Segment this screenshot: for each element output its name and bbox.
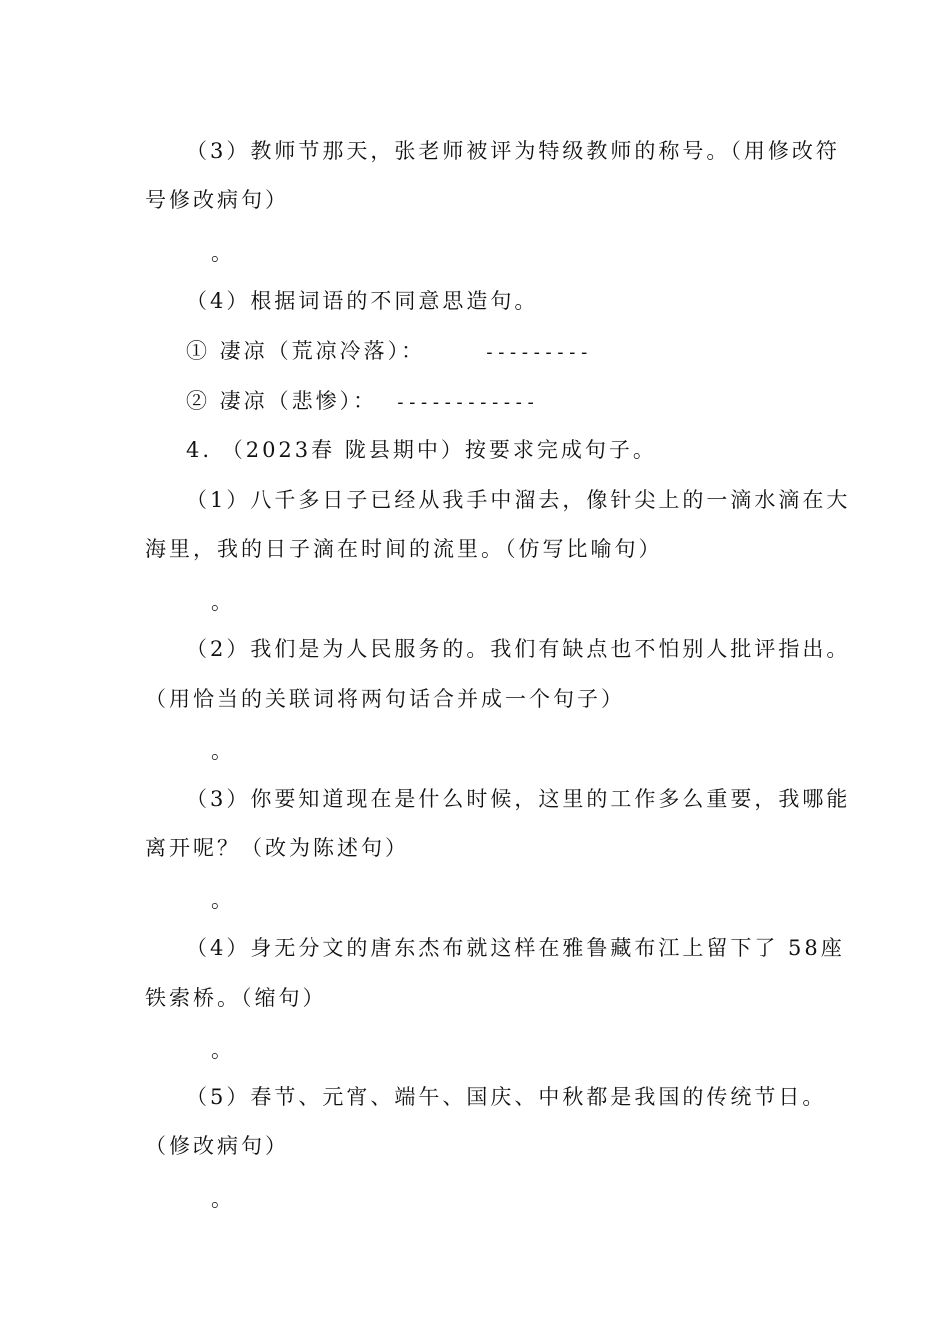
q4-5-answer-end: 。 bbox=[211, 1187, 235, 1211]
q4-2-line1: （2）我们是为人民服务的。我们有缺点也不怕别人批评指出。 bbox=[186, 637, 851, 661]
q4-5-line2: （修改病句） bbox=[145, 1134, 289, 1158]
q4-3-line2: 离开呢？（改为陈述句） bbox=[145, 836, 409, 860]
q4-1-answer-end: 。 bbox=[211, 590, 235, 614]
q4-1-line2: 海里，我的日子滴在时间的流里。（仿写比喻句） bbox=[145, 537, 663, 561]
q3-4-item1-blank[interactable] bbox=[484, 338, 591, 366]
q4-2-line2: （用恰当的关联词将两句话合并成一个句子） bbox=[145, 687, 625, 711]
q3-4-item2-label: ② 凄凉（悲惨）： bbox=[186, 389, 378, 413]
q4-4-line1: （4）身无分文的唐东杰布就这样在雅鲁藏布江上留下了 58座 bbox=[186, 936, 845, 960]
q3-3-line2: 号修改病句） bbox=[145, 188, 289, 212]
q3-4-prompt: （4）根据词语的不同意思造句。 bbox=[186, 289, 539, 313]
q3-3-line1: （3）教师节那天，张老师被评为特级教师的称号。（用修改符 bbox=[186, 139, 840, 163]
answer-blank[interactable]: ------------ bbox=[395, 392, 538, 413]
q4-3-answer-end: 。 bbox=[211, 888, 235, 912]
q4-2-answer-end: 。 bbox=[211, 739, 235, 763]
q3-3-answer-end: 。 bbox=[211, 241, 235, 265]
q3-4-item2-blank[interactable] bbox=[395, 388, 537, 416]
q4-3-line1: （3）你要知道现在是什么时候，这里的工作多么重要，我哪能 bbox=[186, 787, 851, 811]
answer-blank[interactable]: --------- bbox=[484, 342, 591, 363]
q4-5-line1: （5）春节、元宵、端午、国庆、中秋都是我国的传统节日。 bbox=[186, 1085, 827, 1109]
q4-4-answer-end: 。 bbox=[211, 1038, 235, 1062]
q4-1-line1: （1）八千多日子已经从我手中溜去，像针尖上的一滴水滴在大 bbox=[186, 488, 851, 512]
q4-4-line2: 铁索桥。（缩句） bbox=[145, 986, 327, 1010]
q4-heading: 4. （2023春 陇县期中）按要求完成句子。 bbox=[186, 438, 657, 462]
q3-4-item1-label: ① 凄凉（荒凉冷落）： bbox=[186, 339, 426, 363]
